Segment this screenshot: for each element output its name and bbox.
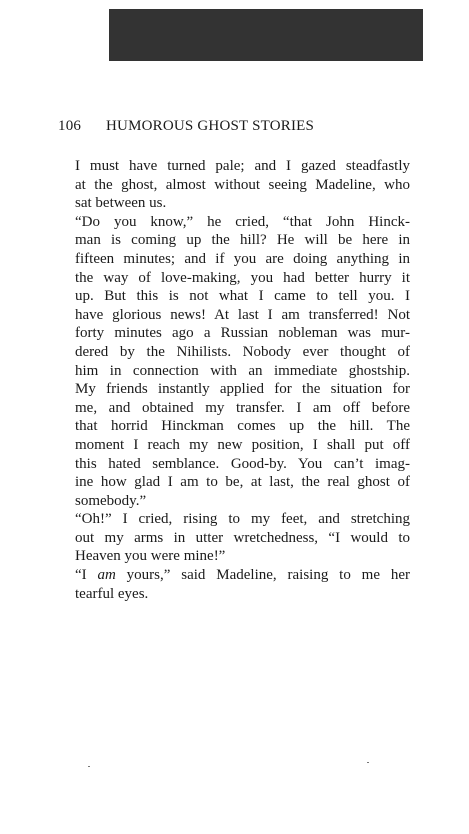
text-line: out my arms in utter wretchedness, “I would to xyxy=(75,529,410,546)
text-line: me, and obtained my transfer. I am off before xyxy=(75,399,410,416)
text-line: Heaven you were mine!” xyxy=(75,548,226,565)
text-line: sat between us. xyxy=(75,195,167,212)
text-line: dered by the Nihilists. Nobody ever thought of xyxy=(75,343,410,360)
paragraph xyxy=(58,510,410,566)
text-line: “Oh!” I cried, rising to my feet, and stretching xyxy=(75,511,410,528)
text-line: I must have turned pale; and I gazed steadfastly xyxy=(75,158,410,174)
text-line: him in connection with an immediate ghostship. xyxy=(75,362,410,379)
text-line: at the ghost, almost without seeing Madeline, who xyxy=(75,176,410,193)
text-line: have glorious news! At last I am transferred! Not xyxy=(75,306,410,323)
text-line: moment I reach my new position, I shall put off xyxy=(75,436,410,453)
text-line: tearful eyes. xyxy=(75,585,149,602)
text-line: up. But this is not what I came to tell you. I xyxy=(75,288,410,305)
text-line: fifteen minutes; and if you are doing anything in xyxy=(75,250,410,267)
text-line: that horrid Hinckman comes up the hill. The xyxy=(75,418,410,435)
dark-scan-band xyxy=(109,9,423,61)
text-line: ine how glad I am to be, at last, the real ghost of xyxy=(75,474,410,491)
paragraph xyxy=(58,566,410,603)
scan-speck xyxy=(88,766,90,767)
text-line: forty minutes ago a Russian nobleman was mur- xyxy=(75,325,410,342)
text-line: “I am yours,” said Madeline, raising to me her xyxy=(75,567,410,584)
paragraph xyxy=(58,157,410,213)
running-header xyxy=(58,118,418,135)
story-text xyxy=(58,157,410,603)
running-title: HUMOROUS GHOST STORIES xyxy=(106,118,315,134)
paragraph xyxy=(58,213,410,511)
text-line: somebody.” xyxy=(75,492,147,509)
text-line: this hated semblance. Good-by. You can’t imag- xyxy=(75,455,410,472)
emphasis: am xyxy=(97,567,116,584)
page-number: 106 xyxy=(58,118,82,134)
scan-speck xyxy=(367,762,369,763)
text-line: the way of love-making, you had better hurry it xyxy=(75,269,410,286)
text-line: My friends instantly applied for the situation for xyxy=(75,381,410,398)
text-line: man is coming up the hill? He will be here in xyxy=(75,232,410,249)
text-line: “Do you know,” he cried, “that John Hinck- xyxy=(75,213,410,230)
